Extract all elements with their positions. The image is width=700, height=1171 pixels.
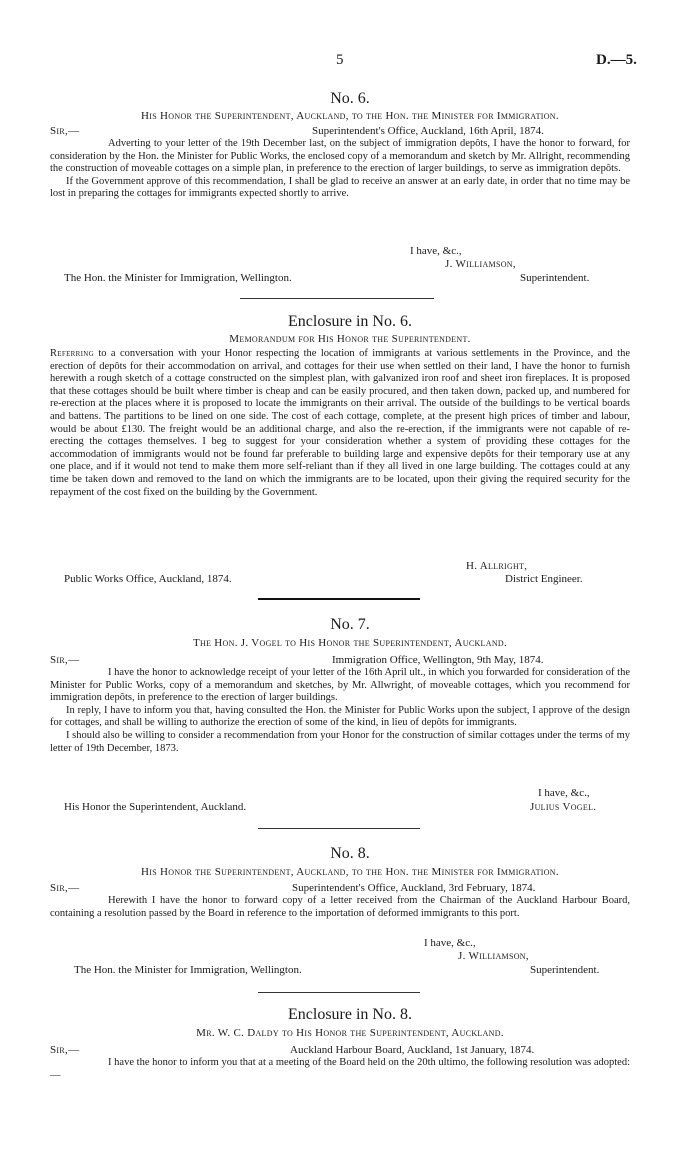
- no7-salutation: Sir,—: [50, 654, 80, 666]
- no6-addressee-line: His Honor the Superintendent, Auckland, to the Hon. the Minister for Immigration.: [141, 110, 559, 122]
- no6-place-date: Superintendent's Office, Auckland, 16th April, 1874.: [312, 125, 544, 137]
- enclosure8-body: [50, 1057, 630, 1082]
- no7-addressee-line: The Hon. J. Vogel to His Honor the Superintendent, Auckland.: [192, 637, 508, 649]
- divider: [240, 298, 434, 299]
- divider: [258, 828, 420, 829]
- no8-signature: J. Williamson,: [458, 950, 529, 962]
- no6-closing: I have, &c.,: [410, 245, 462, 257]
- no8-body: [50, 895, 630, 920]
- no8-recipient: The Hon. the Minister for Immigration, Wellington.: [74, 964, 302, 976]
- no6-body: [50, 138, 630, 201]
- enclosure6-lead-word: Referring: [50, 348, 94, 359]
- enclosure6-signature: H. Allright,: [466, 560, 528, 572]
- no6-title: No. 6.: [330, 90, 370, 107]
- enclosure8-salutation: Sir,—: [50, 1044, 80, 1056]
- no7-paragraph-1: I have the honor to acknowledge receipt of your letter of the 16th April ult., in which you forwarded for consideration of the Minister for Public Works, copy of a memorandum and sketches, by Mr. Allwright, of moveable cottages, which you recommend for immigration depôts, in preference to the erection of larger buildings.: [50, 667, 630, 704]
- no6-recipient: The Hon. the Minister for Immigration, Wellington.: [64, 272, 292, 284]
- no8-addressee-line: His Honor the Superintendent, Auckland, to the Hon. the Minister for Immigration.: [141, 866, 559, 878]
- enclosure8-place-date: Auckland Harbour Board, Auckland, 1st January, 1874.: [290, 1044, 535, 1056]
- enclosure6-title: Enclosure in No. 6.: [288, 313, 412, 330]
- enclosure6-body: [50, 348, 630, 499]
- no8-title: No. 8.: [330, 845, 370, 862]
- enclosure6-subtitle: Memorandum for His Honor the Superintendent.: [229, 333, 471, 345]
- divider: [258, 598, 420, 600]
- enclosure6-signature-title: District Engineer.: [505, 573, 583, 585]
- no8-place-date: Superintendent's Office, Auckland, 3rd February, 1874.: [292, 882, 536, 894]
- no7-place-date: Immigration Office, Wellington, 9th May, 1874.: [332, 654, 544, 666]
- enclosure8-paragraph-1: I have the honor to inform you that at a meeting of the Board held on the 20th ultimo, the following resolution was adopted:—: [50, 1057, 630, 1081]
- enclosure8-title: Enclosure in No. 8.: [288, 1006, 412, 1023]
- no6-salutation: Sir,—: [50, 125, 80, 137]
- no8-paragraph-1: Herewith I have the honor to forward copy of a letter received from the Chairman of the Auckland Harbour Board, containing a resolution passed by the Board in reference to the importation of deformed immigrants to this port.: [50, 895, 630, 919]
- no6-signature: J. Williamson,: [445, 258, 516, 270]
- no7-signature: Julius Vogel.: [530, 801, 597, 813]
- paper-reference: D.—5.: [596, 52, 637, 68]
- no8-closing: I have, &c.,: [424, 937, 476, 949]
- no7-title: No. 7.: [330, 616, 370, 633]
- no7-paragraph-2: In reply, I have to inform you that, having consulted the Hon. the Minister for Public Works upon the subject, I approve of the design for cottages, and shall be willing to authorize the erection of some of the kind, in lieu of depôts for immigrants.: [50, 704, 630, 729]
- no8-salutation: Sir,—: [50, 882, 80, 894]
- no8-signature-title: Superintendent.: [530, 964, 600, 976]
- no6-signature-title: Superintendent.: [520, 272, 590, 284]
- enclosure6-memorandum-text: to a conversation with your Honor respecting the location of immigrants at various settlements in the Province, and the erection of depôts for their accommodation on arrival, and cottages for their use when settled on their land, I have the honor to furnish herewith a rough sketch of a cottage constructed on the simplest plan, with galvanized iron roof and sheet iron fireplaces. It is proposed that these cottages should be built where timber is cheap and can be easily procured, and then taken down, packed up, and numbered for re-erection at the places where it is proposed to locate the immigrants on their arrival. The outside of the buildings to be vertical boards and battens. The partitions to be lined on one side. The cost of each cottage, complete, at the present high prices of timber and labour, would be about £130. The freight would be an additional charge, and also the re-erection, if the immigrants were not capable of re-erecting the cottages themselves. I beg to suggest for your consideration whether a system of providing these cottages for the accommodation of immigrants would not be found far preferable to building large and expensive depôts for their temporary use at any one place, and if it would not tend to make them more self-reliant than if they all lived in one large building. The cottages could at any time be taken down and removed to the land on which the immigrants are to be located, upon their giving the required security for the repayment of the cost fixed on the building by the Government.: [50, 348, 630, 498]
- no6-paragraph-1: Adverting to your letter of the 19th December last, on the subject of immigration depôts, I have the honor to forward, for consideration by the Hon. the Minister for Public Works, the enclosed copy of a memorandum and sketch by Mr. Allright, recommending the construction of moveable cottages on a simple plan, in preference to the erection of larger buildings, to serve as immigration depôts.: [50, 138, 630, 175]
- no7-recipient: His Honor the Superintendent, Auckland.: [64, 801, 247, 813]
- no6-paragraph-2: If the Government approve of this recommendation, I shall be glad to receive an answer at an early date, in order that no time may be lost in preparing the cottages for immigrants expected shortly to arrive.: [50, 175, 630, 200]
- divider: [258, 992, 420, 993]
- page-number: 5: [336, 52, 344, 68]
- enclosure8-addressee-line: Mr. W. C. Daldy to His Honor the Superintendent, Auckland.: [196, 1027, 504, 1039]
- no7-body: [50, 667, 630, 755]
- no7-paragraph-3: I should also be willing to consider a recommendation from your Honor for the construction of similar cottages under the terms of my letter of 19th December, 1873.: [50, 729, 630, 754]
- no7-closing: I have, &c.,: [538, 787, 590, 799]
- enclosure6-office: Public Works Office, Auckland, 1874.: [64, 573, 232, 585]
